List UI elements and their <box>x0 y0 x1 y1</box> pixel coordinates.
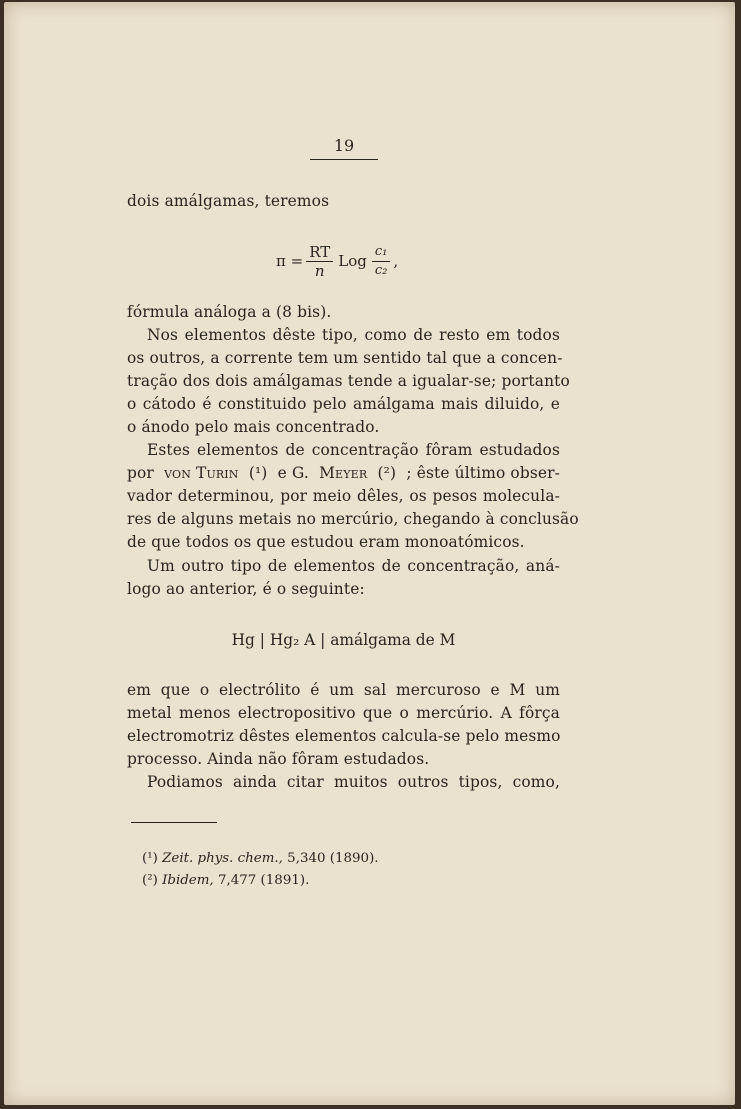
text-line: vador determinou, por meio dêles, os pesos molecula- <box>127 487 560 505</box>
page-number: 19 <box>310 136 378 160</box>
text-line: fórmula análoga a (8 bis). <box>127 303 332 321</box>
text-line: res de alguns metais no mercúrio, chegando à conclusão <box>127 510 579 528</box>
text-line: Nos elementos dêste tipo, como de resto em todos <box>147 326 560 344</box>
author-name: von Turin <box>164 464 239 482</box>
equation-comma: , <box>393 252 399 270</box>
book-page <box>4 2 735 1105</box>
footnote-mark: (²) <box>142 873 158 888</box>
text-line: em que o electrólito é um sal mercuroso e M um <box>127 681 560 699</box>
paragraph-3 <box>127 555 560 601</box>
text-line: tração dos dois amálgamas tende a igualar-se; portanto <box>127 372 570 390</box>
concentration-ratio <box>372 243 391 280</box>
text-line: processo. Ainda não fôram estudados. <box>127 750 430 768</box>
cell-notation: Hg | Hg₂ A | amálgama de M <box>231 631 456 649</box>
footnote-source: Ibidem, <box>162 873 214 888</box>
text-line: o cátodo é constituido pelo amálgama mais diluido, e <box>127 395 560 413</box>
text-line: Podiamos ainda citar muitos outros tipos, como, <box>147 773 560 791</box>
text-line <box>127 462 560 485</box>
paragraph-2 <box>127 439 579 554</box>
rt-over-n-fraction <box>306 243 333 280</box>
text-line: de que todos os que estudou eram monoatómicos. <box>127 533 525 551</box>
footnote-ref: (¹) <box>248 464 268 482</box>
footnote-reference: 7,477 (1891). <box>217 873 310 888</box>
text-segment: ; êste último obser- <box>406 464 560 482</box>
footnote-1 <box>142 848 379 870</box>
paragraph-1 <box>127 301 570 439</box>
text-line: Estes elementos de concentração fôram estudados <box>147 441 560 459</box>
text-line: electromotriz dêstes elementos calcula-se pelo mesmo <box>127 727 561 745</box>
paragraph-4 <box>127 679 560 794</box>
text-line: dois amálgamas, teremos <box>127 192 330 210</box>
text-line: os outros, a corrente tem um sentido tal que a concen- <box>127 349 563 367</box>
ratio-denominator: c₂ <box>374 262 388 278</box>
ratio-numerator: c₁ <box>372 243 391 262</box>
text-line: Um outro tipo de elementos de concentração, aná- <box>147 557 560 575</box>
text-line: metal menos electropositivo que o mercúrio. A fôrça <box>127 704 560 722</box>
intro-text <box>127 190 560 213</box>
footnote-reference: 5,340 (1890). <box>287 851 379 866</box>
text-line: o ánodo pelo mais concentrado. <box>127 418 380 436</box>
footnote-divider <box>131 822 217 823</box>
footnote-ref: (²) <box>377 464 397 482</box>
footnote-source: Zeit. phys. chem., <box>162 851 283 866</box>
footnotes <box>142 848 379 892</box>
text-segment: por <box>127 464 154 482</box>
text-segment: e G. <box>277 464 309 482</box>
footnote-2 <box>142 870 379 892</box>
log-operator: Log <box>338 252 367 270</box>
author-name: Meyer <box>319 464 368 482</box>
equation <box>276 236 398 286</box>
footnote-mark: (¹) <box>142 851 158 866</box>
text-line: logo ao anterior, é o seguinte: <box>127 580 365 598</box>
equation-lhs: π = <box>276 252 304 270</box>
fraction-denominator: n <box>314 261 325 280</box>
fraction-numerator: RT <box>306 243 333 262</box>
